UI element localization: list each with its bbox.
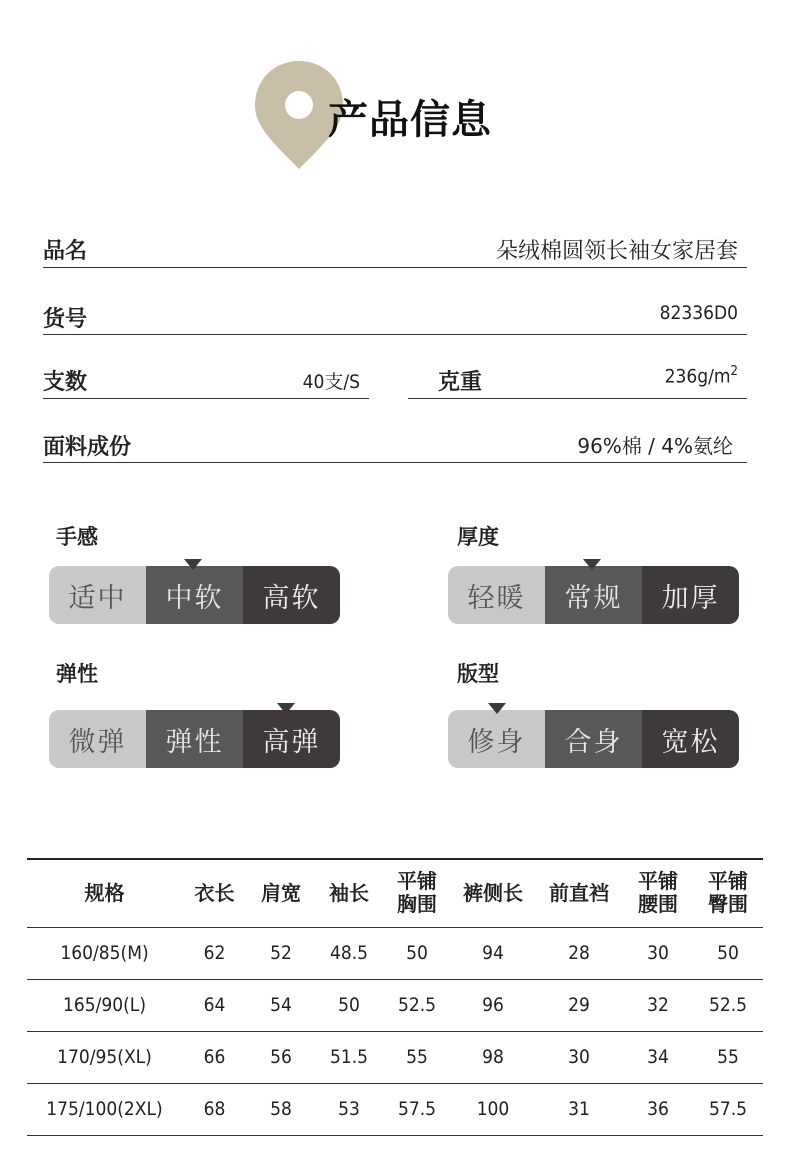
divider [43, 334, 747, 335]
feel-option: 高软 [243, 566, 340, 624]
thickness-option: 轻暖 [448, 566, 545, 624]
table-cell: 30 [623, 927, 693, 979]
table-cell: 94 [451, 927, 535, 979]
sku-value: 82336D0 [659, 302, 738, 324]
column-header: 平铺 腰围 [623, 859, 693, 927]
table-cell: 64 [182, 979, 247, 1031]
elasticity-selector [49, 710, 340, 768]
product-name-value: 朵绒棉圆领长袖女家居套 [495, 239, 738, 264]
table-cell: 170/95(XL) [27, 1031, 182, 1083]
table-cell: 96 [451, 979, 535, 1031]
column-header: 肩宽 [247, 859, 315, 927]
page-title: 产品信息 [328, 97, 492, 143]
table-cell: 53 [315, 1083, 383, 1135]
table-cell: 31 [535, 1083, 623, 1135]
table-cell: 98 [451, 1031, 535, 1083]
divider [43, 398, 369, 399]
table-cell: 51.5 [315, 1031, 383, 1083]
table-cell: 68 [182, 1083, 247, 1135]
table-cell: 36 [623, 1083, 693, 1135]
divider [408, 398, 747, 399]
table-row [27, 1031, 763, 1083]
column-header: 衣长 [182, 859, 247, 927]
thickness-option: 加厚 [642, 566, 739, 624]
fit-option: 合身 [545, 710, 642, 768]
table-cell: 54 [247, 979, 315, 1031]
table-cell: 48.5 [315, 927, 383, 979]
fabric-composition-label: 面料成份 [43, 435, 132, 460]
divider [43, 462, 747, 463]
table-cell: 57.5 [693, 1083, 763, 1135]
fit-selector [448, 710, 739, 768]
table-cell: 165/90(L) [27, 979, 182, 1031]
selected-marker-icon [583, 559, 601, 570]
elasticity-label: 弹性 [56, 662, 98, 686]
fit-option: 宽松 [642, 710, 739, 768]
column-header: 袖长 [315, 859, 383, 927]
feel-option: 中软 [146, 566, 243, 624]
table-row [27, 1083, 763, 1135]
weight-label: 克重 [438, 370, 483, 395]
table-cell: 57.5 [383, 1083, 451, 1135]
fabric-composition-value: 96%棉 / 4%氨纶 [577, 434, 733, 458]
selected-marker-icon [488, 703, 506, 714]
table-header-row [27, 859, 763, 927]
table-row [27, 927, 763, 979]
table-cell: 55 [383, 1031, 451, 1083]
thickness-label: 厚度 [457, 525, 499, 549]
feel-selector [49, 566, 340, 624]
column-header: 平铺 臀围 [693, 859, 763, 927]
yarn-count-label: 支数 [43, 370, 88, 395]
elasticity-option: 高弹 [243, 710, 340, 768]
table-cell: 55 [693, 1031, 763, 1083]
column-header: 前直裆 [535, 859, 623, 927]
weight-value: $236g/m^2$ [664, 364, 738, 388]
sku-label: 货号 [43, 307, 88, 332]
thickness-selector [448, 566, 739, 624]
table-cell: 34 [623, 1031, 693, 1083]
table-cell: 50 [383, 927, 451, 979]
table-cell: 32 [623, 979, 693, 1031]
fit-option: 修身 [448, 710, 545, 768]
table-cell: 66 [182, 1031, 247, 1083]
product-name-label: 品名 [43, 239, 88, 264]
feel-label: 手感 [56, 525, 98, 549]
column-header: 平铺 胸围 [383, 859, 451, 927]
selected-marker-icon [277, 703, 295, 714]
divider [43, 267, 747, 268]
table-cell: 28 [535, 927, 623, 979]
table-cell: 52.5 [693, 979, 763, 1031]
size-chart-table [27, 858, 763, 1136]
column-header: 裤侧长 [451, 859, 535, 927]
table-cell: 56 [247, 1031, 315, 1083]
table-cell: 30 [535, 1031, 623, 1083]
fit-label: 版型 [457, 662, 499, 686]
table-cell: 58 [247, 1083, 315, 1135]
table-cell: 29 [535, 979, 623, 1031]
table-cell: 50 [693, 927, 763, 979]
selected-marker-icon [184, 559, 202, 570]
column-header: 规格 [27, 859, 182, 927]
feel-option: 适中 [49, 566, 146, 624]
table-cell: 52.5 [383, 979, 451, 1031]
yarn-count-value: 40支/S [302, 371, 360, 393]
table-cell: 50 [315, 979, 383, 1031]
table-cell: 52 [247, 927, 315, 979]
table-row [27, 979, 763, 1031]
table-cell: 62 [182, 927, 247, 979]
elasticity-option: 弹性 [146, 710, 243, 768]
table-cell: 175/100(2XL) [27, 1083, 182, 1135]
elasticity-option: 微弹 [49, 710, 146, 768]
table-cell: 160/85(M) [27, 927, 182, 979]
thickness-option: 常规 [545, 566, 642, 624]
table-cell: 100 [451, 1083, 535, 1135]
